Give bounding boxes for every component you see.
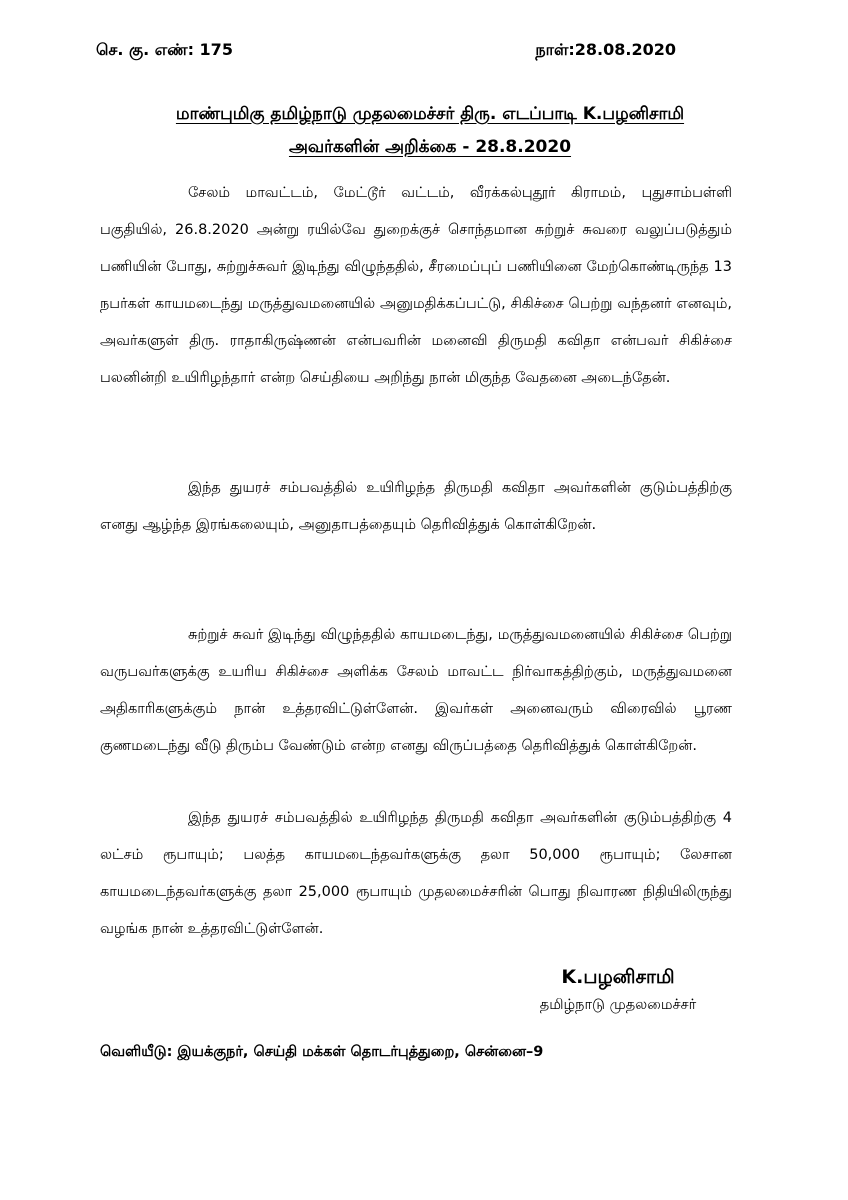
paragraph-relief-fund: இந்த துயரச் சம்பவத்தில் உயிரிழந்த திருமதி கவிதா அவர்களின் குடும்பத்திற்கு 4 லட்சம் ரூபாயும்; பலத்த காயமடைந்தவர்களுக்கு தலா 50,000 ரூபாயும்; லேசான காயமடைந்தவர்களுக்கு தலா 25,000 ரூபாயும் முதலமைச்சரின் பொது நிவாரண நிதியிலிருந்து வழங்க நான் உத்தரவிட்டுள்ளேன். bbox=[100, 810, 732, 937]
paragraph-condolence: இந்த துயரச் சம்பவத்தில் உயிரிழந்த திருமதி கவிதா அவர்களின் குடும்பத்திற்கு எனது ஆழ்ந்த இரங்கலையும், அனுதாபத்தையும் தெரிவித்துக் கொள்கிறேன். bbox=[100, 480, 732, 533]
signatory-designation: தமிழ்நாடு முதலமைச்சர் bbox=[539, 997, 697, 1013]
paragraph-treatment-order: சுற்றுச் சுவர் இடிந்து விழுந்ததில் காயமடைந்து, மருத்துவமனையில் சிகிச்சை பெற்று வருபவர்களுக்கு உயரிய சிகிச்சை அளிக்க சேலம் மாவட்ட நிர்வாகத்திற்கும், மருத்துவமனை அதிகாரிகளுக்கும் நான் உத்தரவிட்டுள்ளேன். இவர்கள் அனைவரும் விரைவில் பூரண குணமடைந்து வீடு திரும்ப வேண்டும் என்ற எனது விருப்பத்தை தெரிவித்துக் கொள்கிறேன். bbox=[100, 627, 732, 754]
title-line-2: அவர்களின் அறிக்கை - 28.8.2020 bbox=[288, 137, 572, 157]
reference-number: செ. கு. எண்: 175 bbox=[96, 40, 233, 59]
signatory-name: K.பழனிசாமி bbox=[561, 966, 675, 988]
release-date: நாள்:28.08.2020 bbox=[535, 40, 676, 59]
signature-block bbox=[508, 963, 728, 1019]
document-header bbox=[96, 40, 676, 64]
document-title bbox=[90, 98, 770, 164]
paragraph-incident: சேலம் மாவட்டம், மேட்டூர் வட்டம், வீரக்கல்புதூர் கிராமம், புதுசாம்பள்ளி பகுதியில், 26.8.2020 அன்று ரயில்வே துறைக்குச் சொந்தமான சுற்றுச் சுவரை வலுப்படுத்தும் பணியின் போது, சுற்றுச்சுவர் இடிந்து விழுந்ததில், சீரமைப்புப் பணியினை மேற்கொண்டிருந்த 13 நபர்கள் காயமடைந்து மருத்துவமனையில் அனுமதிக்கப்பட்டு, சிகிச்சை பெற்று வந்தனர் எனவும், அவர்களுள் திரு. ராதாகிருஷ்ணன் என்பவரின் மனைவி திருமதி கவிதா என்பவர் சிகிச்சை பலனின்றி உயிரிழந்தார் என்ற செய்தியை அறிந்து நான் மிகுந்த வேதனை அடைந்தேன். bbox=[100, 185, 732, 386]
issued-by-footer: வெளியீடு: இயக்குநர், செய்தி மக்கள் தொடர்புத்துறை, சென்னை–9 bbox=[100, 1044, 544, 1060]
title-line-1: மாண்புமிகு தமிழ்நாடு முதலமைச்சர் திரு. எடப்பாடி K.பழனிசாமி bbox=[175, 104, 685, 124]
